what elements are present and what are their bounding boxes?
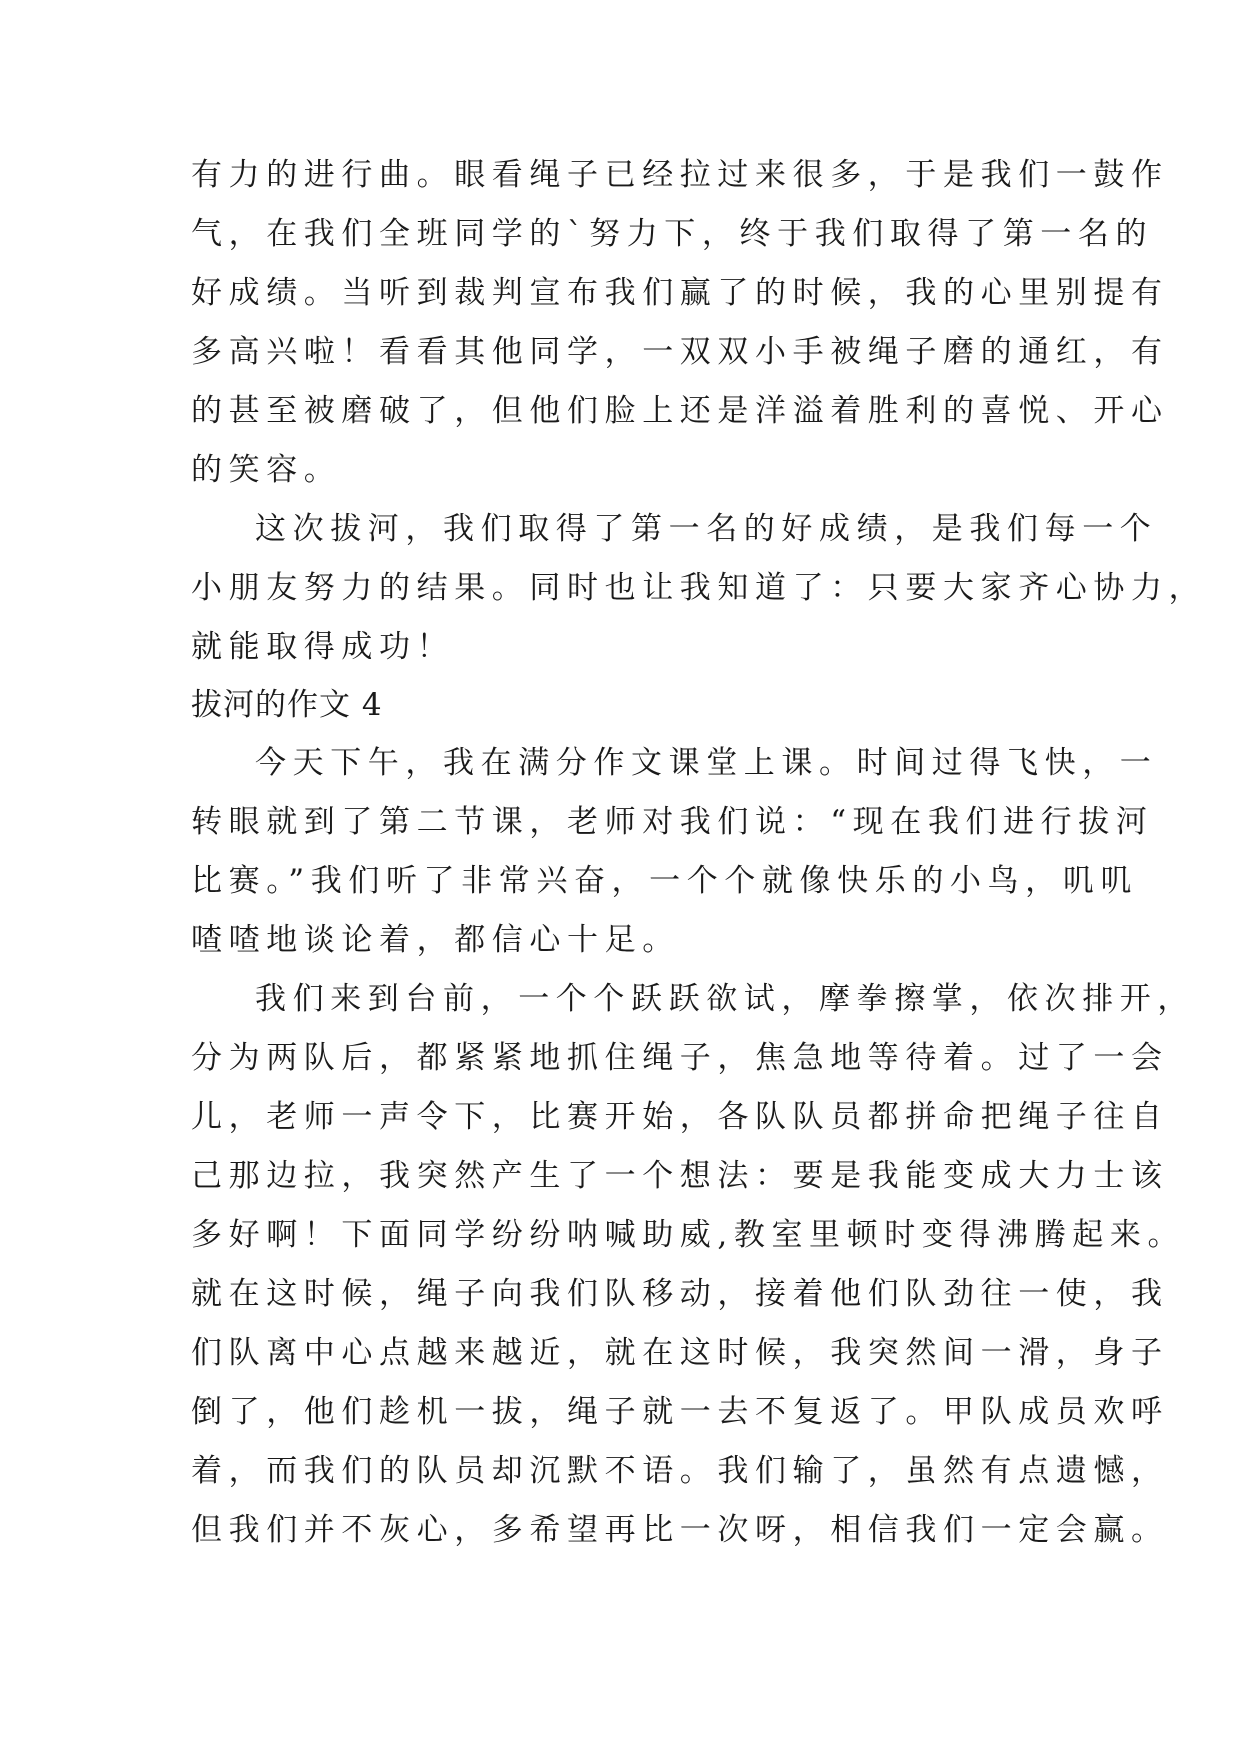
paragraph-line: 转眼就到了第二节课，老师对我们说：“现在我们进行拔河 bbox=[191, 804, 1154, 840]
paragraph-line: 比赛。”我们听了非常兴奋，一个个就像快乐的小鸟，叽叽 bbox=[191, 863, 1138, 899]
paragraph-line: 分为两队后，都紧紧地抓住绳子，焦急地等待着。过了一会 bbox=[191, 1040, 1169, 1076]
paragraph-line: 着，而我们的队员却沉默不语。我们输了，虽然有点遗憾， bbox=[191, 1453, 1169, 1489]
paragraph-line: 的甚至被磨破了，但他们脸上还是洋溢着胜利的喜悦、开心 bbox=[191, 393, 1169, 429]
paragraph-line: 我们来到台前，一个个跃跃欲试，摩拳擦掌，依次排开， bbox=[255, 981, 1195, 1017]
paragraph-line: 的笑容。 bbox=[191, 452, 342, 488]
paragraph-line: 们队离中心点越来越近，就在这时候，我突然间一滑，身子 bbox=[191, 1335, 1169, 1371]
paragraph-line: 多好啊！下面同学纷纷呐喊助威,教室里顿时变得沸腾起来。 bbox=[191, 1217, 1186, 1253]
paragraph-line: 今天下午，我在满分作文课堂上课。时间过得飞快，一 bbox=[255, 745, 1158, 781]
paragraph-line: 己那边拉，我突然产生了一个想法：要是我能变成大力士该 bbox=[191, 1158, 1169, 1194]
paragraph-line: 倒了，他们趁机一拔，绳子就一去不复返了。甲队成员欢呼 bbox=[191, 1394, 1169, 1430]
paragraph-line: 气，在我们全班同学的`努力下，终于我们取得了第一名的 bbox=[191, 216, 1154, 252]
paragraph-line: 有力的进行曲。眼看绳子已经拉过来很多，于是我们一鼓作 bbox=[191, 157, 1169, 193]
paragraph-line: 但我们并不灰心，多希望再比一次呀，相信我们一定会赢。 bbox=[191, 1512, 1169, 1548]
paragraph-line: 小朋友努力的结果。同时也让我知道了：只要大家齐心协力， bbox=[191, 570, 1207, 606]
paragraph-line: 这次拔河，我们取得了第一名的好成绩，是我们每一个 bbox=[255, 511, 1158, 547]
paragraph-line: 好成绩。当听到裁判宣布我们赢了的时候，我的心里别提有 bbox=[191, 275, 1169, 311]
paragraph-line: 儿，老师一声令下，比赛开始，各队队员都拼命把绳子往自 bbox=[191, 1099, 1169, 1135]
paragraph-line: 就在这时候，绳子向我们队移动，接着他们队劲往一使，我 bbox=[191, 1276, 1169, 1312]
paragraph-line: 多高兴啦！看看其他同学，一双双小手被绳子磨的通红，有 bbox=[191, 334, 1169, 370]
paragraph-line: 就能取得成功！ bbox=[191, 629, 455, 665]
paragraph-line: 喳喳地谈论着，都信心十足。 bbox=[191, 922, 680, 958]
section-heading: 拔河的作文 4 bbox=[191, 687, 383, 723]
